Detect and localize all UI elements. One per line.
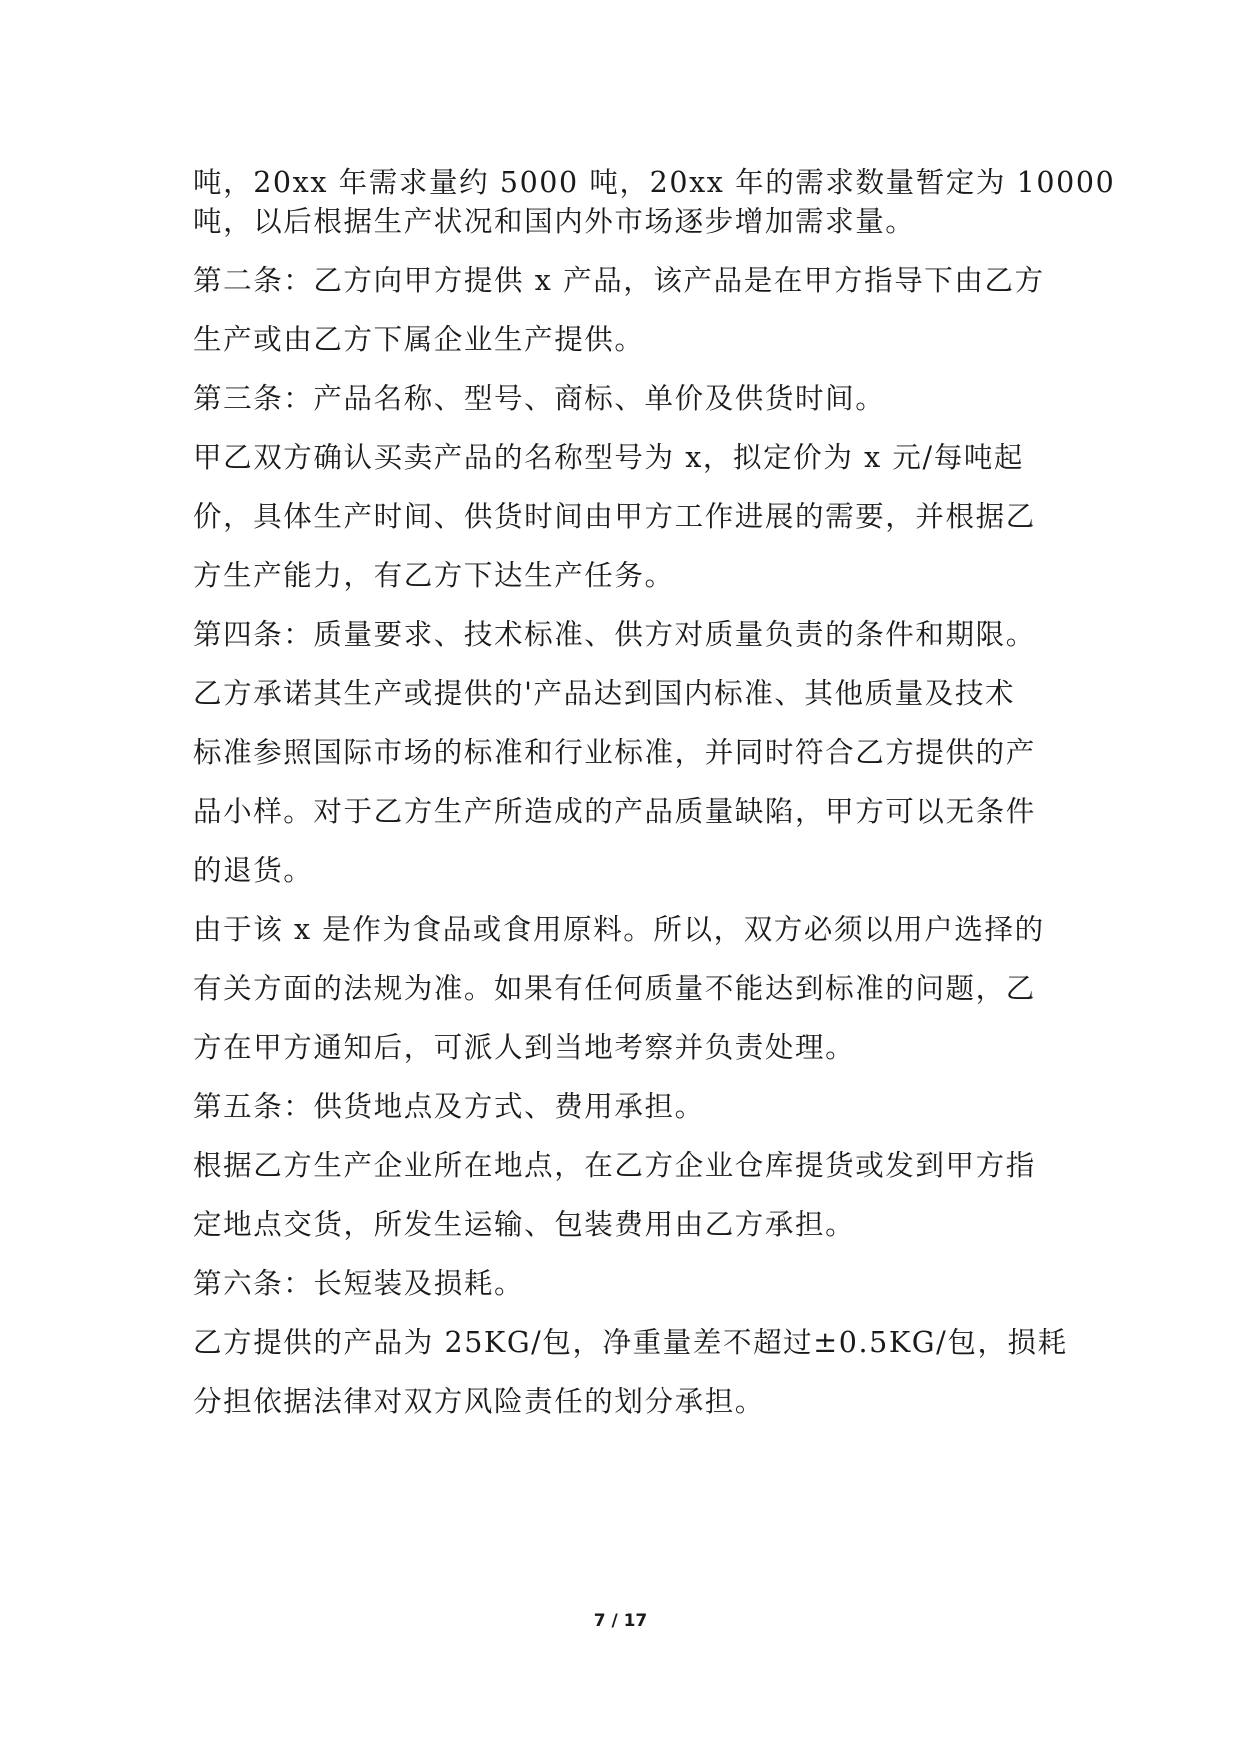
text-line-19: 定地点交货，所发生运输、包装费用由乙方承担。 [193, 1208, 856, 1241]
text-line-16: 方在甲方通知后，可派人到当地考察并负责处理。 [193, 1031, 856, 1064]
text-line-22: 分担依据法律对双方风险责任的划分承担。 [193, 1385, 765, 1418]
text-line-21: 乙方提供的产品为 25KG/包，净重量差不超过±0.5KG/包，损耗 [193, 1326, 1068, 1359]
text-line-9: 第四条：质量要求、技术标准、供方对质量负责的条件和期限。 [193, 618, 1036, 651]
text-line-7: 价，具体生产时间、供货时间由甲方工作进展的需要，并根据乙 [193, 500, 1036, 533]
text-line-14: 由于该 x 是作为食品或食用原料。所以，双方必须以用户选择的 [193, 913, 1045, 946]
text-line-17: 第五条：供货地点及方式、费用承担。 [193, 1090, 705, 1123]
text-line-20: 第六条：长短装及损耗。 [193, 1267, 525, 1300]
text-line-3: 第二条：乙方向甲方提供 x 产品，该产品是在甲方指导下由乙方 [193, 264, 1045, 297]
text-line-10: 乙方承诺其生产或提供的'产品达到国内标准、其他质量及技术 [193, 677, 1016, 710]
page-number: 7 / 17 [593, 1611, 648, 1631]
text-line-6: 甲乙双方确认买卖产品的名称型号为 x，拟定价为 x 元/每吨起 [193, 441, 1025, 474]
text-line-13: 的退货。 [193, 854, 314, 887]
text-line-5: 第三条：产品名称、型号、商标、单价及供货时间。 [193, 382, 886, 415]
text-line-11: 标准参照国际市场的标准和行业标准，并同时符合乙方提供的产 [193, 736, 1036, 769]
text-line-18: 根据乙方生产企业所在地点，在乙方企业仓库提货或发到甲方指 [193, 1149, 1036, 1182]
text-line-12: 品小样。对于乙方生产所造成的产品质量缺陷，甲方可以无条件 [193, 795, 1036, 828]
text-line-8: 方生产能力，有乙方下达生产任务。 [193, 559, 675, 592]
text-line-2: 吨，以后根据生产状况和国内外市场逐步增加需求量。 [193, 205, 916, 238]
text-line-1: 吨，20xx 年需求量约 5000 吨，20xx 年的需求数量暂定为 10000 [193, 166, 1116, 199]
text-line-15: 有关方面的法规为准。如果有任何质量不能达到标准的问题，乙 [193, 972, 1036, 1005]
text-line-4: 生产或由乙方下属企业生产提供。 [193, 323, 645, 356]
